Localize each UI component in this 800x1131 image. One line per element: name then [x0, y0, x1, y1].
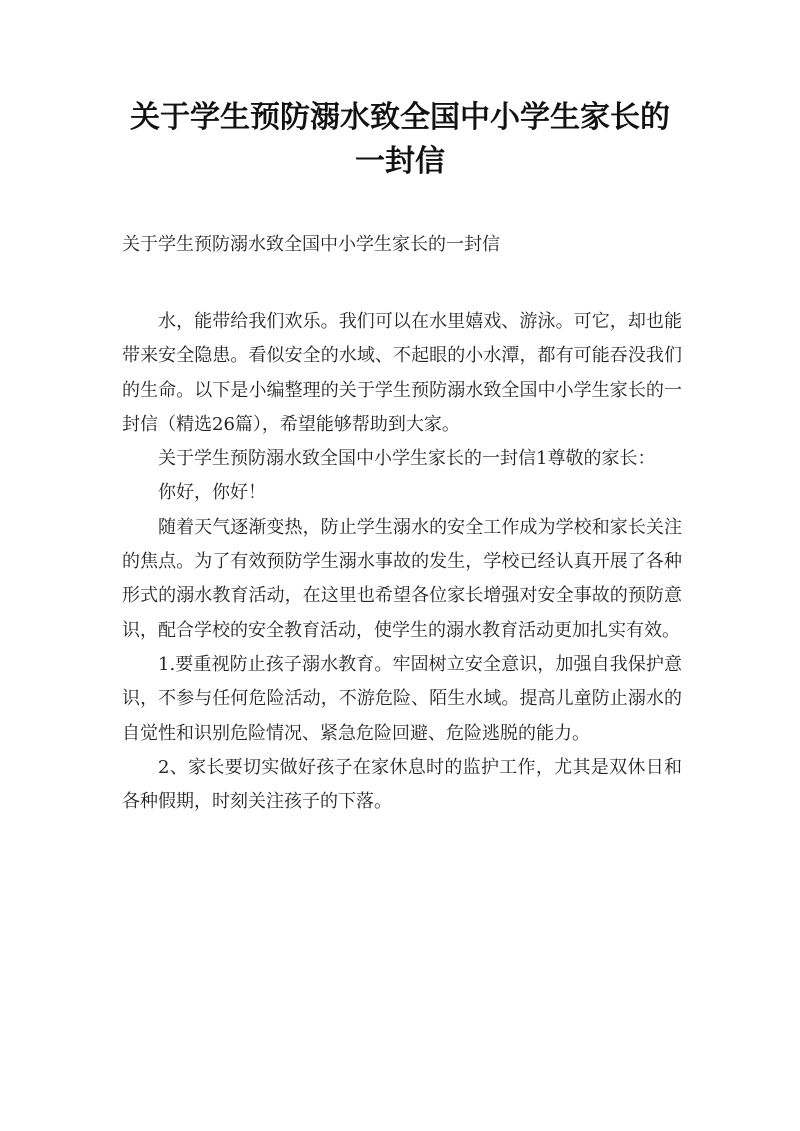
- paragraph-letter-heading: 关于学生预防溺水致全国中小学生家长的一封信1尊敬的家长：: [158, 448, 656, 470]
- document-subtitle: 关于学生预防溺水致全国中小学生家长的一封信: [122, 234, 500, 255]
- paragraph-context: 随着天气逐渐变热，防止学生溺水的安全工作成为学校和家长关注的焦点。为了有效预防学生溺水事故的发生，学校已经认真开展了各种形式的溺水教育活动，在这里也希望各位家长增强对安全事故的预防意识，配合学校的安全教育活动，使学生的溺水教育活动更加扎实有效。: [122, 516, 682, 641]
- document-body: [122, 305, 682, 819]
- document-title: [100, 96, 700, 184]
- paragraph-greeting: 你好，你好！: [158, 482, 266, 504]
- paragraph-point-2: 2、家长要切实做好孩子在家休息时的监护工作，尤其是双休日和各种假期，时刻关注孩子的下落。: [122, 756, 682, 813]
- paragraph-intro: 水，能带给我们欢乐。我们可以在水里嬉戏、游泳。可它，却也能带来安全隐患。看似安全的水域、不起眼的小水潭，都有可能吞没我们的生命。以下是小编整理的关于学生预防溺水致全国中小学生家长的一封信（精选26篇），希望能够帮助到大家。: [122, 311, 682, 435]
- title-line-2: 一封信: [355, 144, 445, 179]
- title-line-1: 关于学生预防溺水致全国中小学生家长的: [130, 100, 670, 135]
- paragraph-point-1: 1.要重视防止孩子溺水教育。牢固树立安全意识，加强自我保护意识，不参与任何危险活动，不游危险、陌生水域。提高儿童防止溺水的自觉性和识别危险情况、紧急危险回避、危险逃脱的能力。: [122, 653, 682, 744]
